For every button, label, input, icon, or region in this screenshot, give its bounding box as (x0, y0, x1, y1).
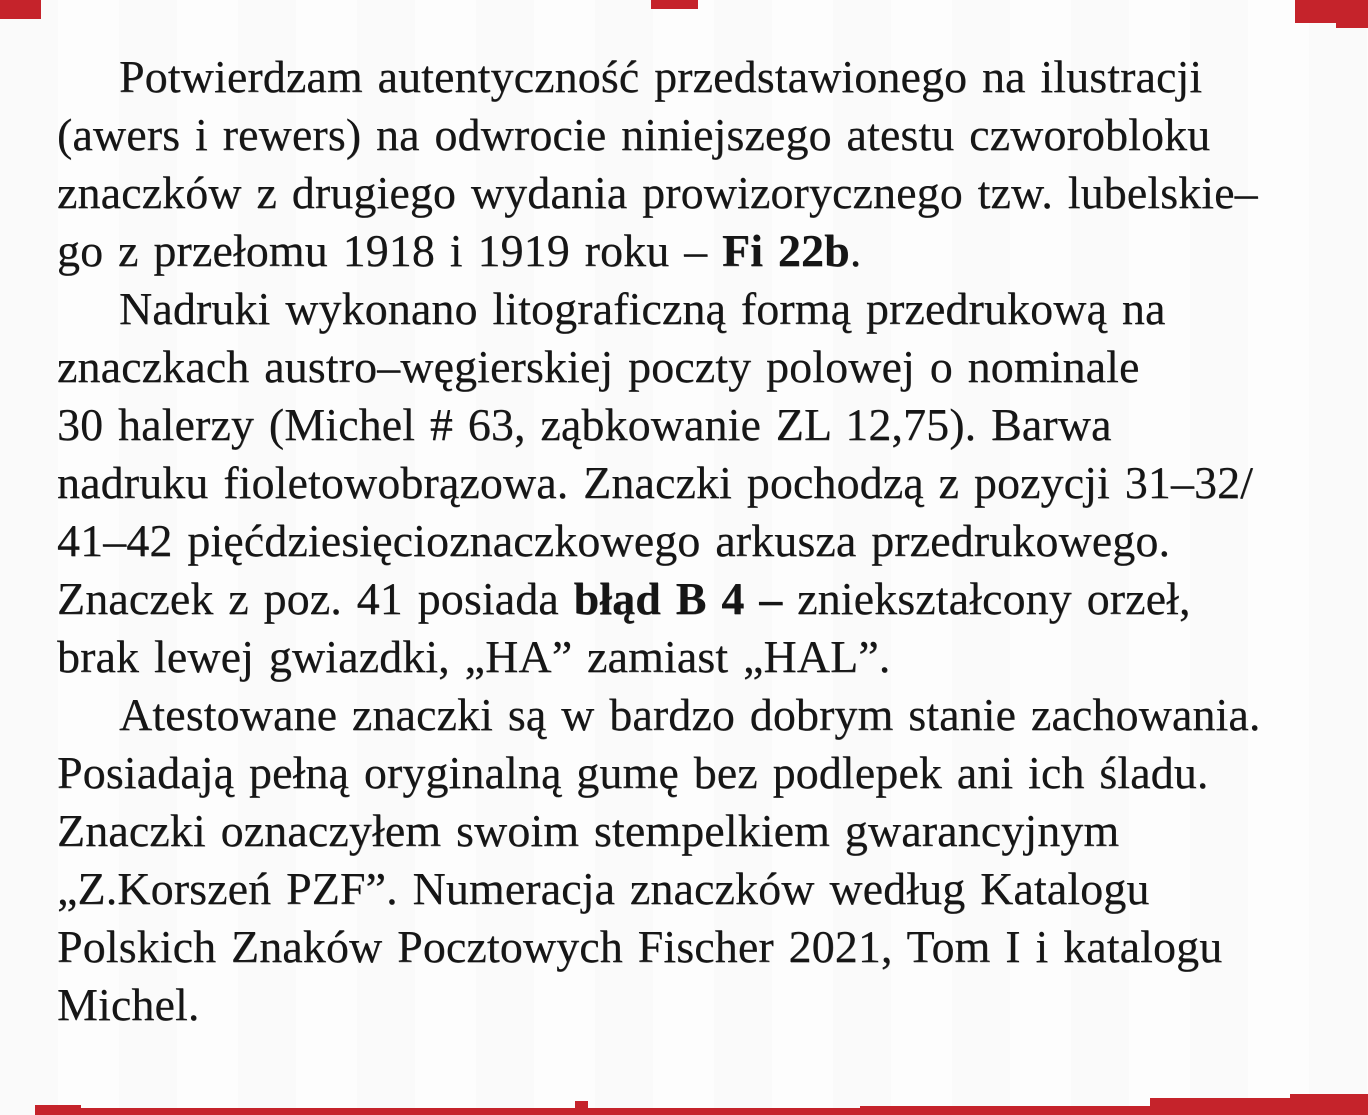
text-segment: znaczków z drugiego wydania prowizorycznego tzw. lubelskie– (57, 167, 1258, 218)
text-line (57, 280, 1324, 338)
text-line (57, 396, 1324, 454)
text-segment: brak lewej gwiazdki, „HA” zamiast „HAL”. (57, 631, 891, 682)
text-segment: znaczkach austro–węgierskiej poczty polowej o nominale (57, 341, 1140, 392)
text-segment: 30 halerzy (Michel # 63, ząbkowanie ZL 12,75). Barwa (57, 399, 1112, 450)
text-line (57, 976, 1324, 1034)
text-line (57, 686, 1324, 744)
text-segment: Nadruki wykonano litograficzną formą przedrukową na (119, 283, 1166, 334)
text-line (57, 570, 1324, 628)
text-segment: Atestowane znaczki są w bardzo dobrym stanie zachowania. (119, 689, 1261, 740)
text-segment: (awers i rewers) na odwrocie niniejszego atestu czworobloku (57, 109, 1211, 160)
text-segment: zniekształcony orzeł, (782, 573, 1191, 624)
text-line (57, 512, 1324, 570)
text-line (57, 222, 1324, 280)
text-segment: Posiadają pełną oryginalną gumę bez podlepek ani ich śladu. (57, 747, 1209, 798)
text-segment: 41–42 pięćdziesięcioznaczkowego arkusza przedrukowego. (57, 515, 1171, 566)
text-line (57, 164, 1324, 222)
text-line (57, 106, 1324, 164)
text-line (57, 48, 1324, 106)
catalog-number-bold: Fi 22b (722, 225, 850, 276)
text-segment: Znaczki oznaczyłem swoim stempelkiem gwarancyjnym (57, 805, 1120, 856)
text-segment: Michel. (57, 979, 200, 1030)
text-segment: nadruku fioletowobrązowa. Znaczki pochodzą z pozycji 31–32/ (57, 457, 1254, 508)
text-segment: . (849, 225, 862, 276)
text-line (57, 628, 1324, 686)
text-line (57, 454, 1324, 512)
text-line (57, 744, 1324, 802)
text-segment: „Z.Korszeń PZF”. Numeracja znaczków według Katalogu (57, 863, 1150, 914)
text-line (57, 918, 1324, 976)
text-line (57, 338, 1324, 396)
text-segment: Potwierdzam autentyczność przedstawionego na ilustracji (119, 51, 1203, 102)
text-line (57, 802, 1324, 860)
text-segment: Znaczek z poz. 41 posiada (57, 573, 574, 624)
text-segment: go z przełomu 1918 i 1919 roku – (57, 225, 723, 276)
text-line (57, 860, 1324, 918)
text-segment: Polskich Znaków Pocztowych Fischer 2021, Tom I i katalogu (57, 921, 1223, 972)
error-designation-bold: błąd B 4 – (573, 573, 783, 624)
